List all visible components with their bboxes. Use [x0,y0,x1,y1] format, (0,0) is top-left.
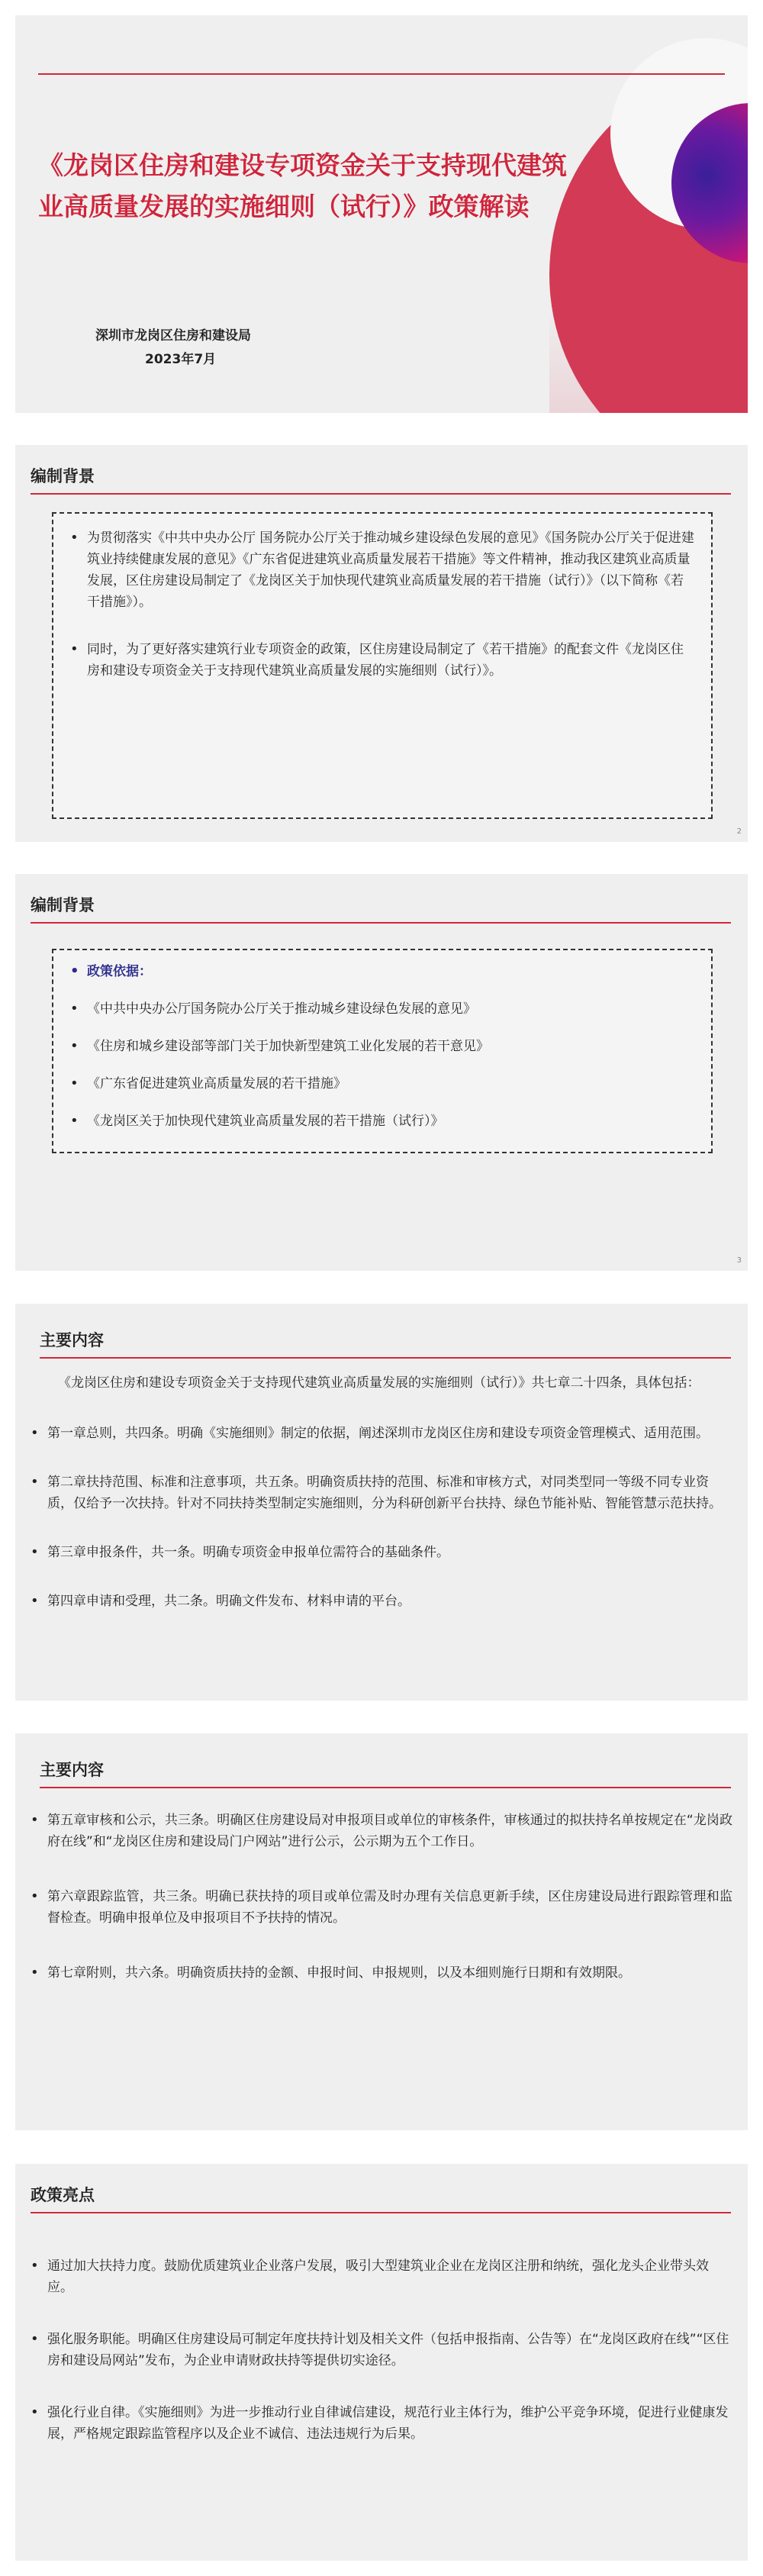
list-item: • 第七章附则，共六条。明确资质扶持的金额、申报时间、申报规则，以及本细则施行日期和有效期限。 [23,1962,732,1984]
list-item: • 强化服务职能。明确区住房建设局可制定年度扶持计划及相关文件（包括申报指南、公告等）在“龙岗区政府在线”“区住房和建设局网站”发布，为企业申请财政扶持等提供切实途径。 [23,2329,732,2371]
intro-paragraph: 《龙岗区住房和建设专项资金关于支持现代建筑业高质量发展的实施细则（试行）》共七章二十四条，具体包括： [58,1375,700,1391]
policy-basis-heading: • 政策依据： [63,962,696,981]
bullet-list [23,1423,732,1639]
title-divider [31,2212,731,2213]
list-item: • 为贯彻落实《中共中央办公厅 国务院办公厅关于推动城乡建设绿色发展的意见》《国务院办公厅关于促进建筑业持续健康发展的意见》《广东省促进建筑业高质量发展若干措施》等文件精神，推动我区建筑业高质量发展，区住房建设局制定了《龙岗区关于加快现代建筑业高质量发展的若干措施（试行）》（以下简称《若干措施》）。 [63,527,696,613]
list-item: • 《广东省促进建筑业高质量发展的若干措施》 [63,1075,696,1093]
cover-organization: 深圳市龙岗区住房和建设局 [95,328,251,343]
title-divider [31,493,731,495]
list-item: • 强化行业自律。《实施细则》为进一步推动行业自律诚信建设，规范行业主体行为，维护公平竞争环境，促进行业健康发展，严格规定跟踪监管程序以及企业不诚信、违法违规行为后果。 [23,2402,732,2445]
list-item: • 第一章总则，共四条。明确《实施细则》制定的依据，阐述深圳市龙岗区住房和建设专项资金管理模式、适用范围。 [23,1423,732,1444]
slide-title: 编制背景 [31,467,95,485]
slide-background-1 [15,445,748,842]
bullet-list [23,2255,732,2475]
page-number: 3 [736,1256,742,1265]
list-item: • 通过加大扶持力度。鼓励优质建筑业企业落户发展，吸引大型建筑业企业在龙岗区注册和纳统，强化龙头企业带头效应。 [23,2255,732,2298]
content-box [52,949,713,1153]
list-item: • 第四章申请和受理，共二条。明确文件发布、材料申请的平台。 [23,1591,732,1612]
list-item: • 第五章审核和公示，共三条。明确区住房建设局对申报项目或单位的审核条件，审核通过的拟扶持名单按规定在“龙岗政府在线”和“龙岗区住房和建设局门户网站”进行公示，公示期为五个工作日。 [23,1810,732,1852]
slide-title: 主要内容 [40,1761,104,1779]
cover-divider [38,73,725,75]
slide-title: 主要内容 [40,1331,104,1349]
list-item: • 第三章申报条件，共一条。明确专项资金申报单位需符合的基础条件。 [23,1542,732,1563]
cover-slide [15,15,748,413]
bullet-list [53,514,711,682]
slide-main-content-2 [15,1733,748,2130]
list-item: • 《住房和城乡建设部等部门关于加快新型建筑工业化发展的若干意见》 [63,1037,696,1056]
slide-title: 编制背景 [31,896,95,914]
decorative-fade [549,305,748,413]
bullet-list [53,950,711,1130]
list-item: • 第二章扶持范围、标准和注意事项，共五条。明确资质扶持的范围、标准和审核方式，对同类型同一等级不同专业资质，仅给予一次扶持。针对不同扶持类型制定实施细则，分为科研创新平台扶持、绿色节能补贴、智能管慧示范扶持。 [23,1472,732,1514]
list-item: • 《龙岗区关于加快现代建筑业高质量发展的若干措施（试行）》 [63,1112,696,1130]
page-number: 2 [736,827,742,836]
content-box [52,512,713,819]
cover-date: 2023年7月 [145,352,217,367]
list-item: • 《中共中央办公厅国务院办公厅关于推动城乡建设绿色发展的意见》 [63,1000,696,1018]
slide-background-2 [15,874,748,1271]
slide-title: 政策亮点 [31,2186,95,2204]
title-divider [31,922,731,924]
list-item: • 第六章跟踪监管，共三条。明确已获扶持的项目或单位需及时办理有关信息更新手续，区住房建设局进行跟踪管理和监督检查。明确申报单位及申报项目不予扶持的情况。 [23,1886,732,1929]
list-item: • 同时，为了更好落实建筑行业专项资金的政策，区住房建设局制定了《若干措施》的配套文件《龙岗区住房和建设专项资金关于支持现代建筑业高质量发展的实施细则（试行）》。 [63,639,696,682]
slide-main-content-1 [15,1304,748,1701]
cover-title: 《龙岗区住房和建设专项资金关于支持现代建筑业高质量发展的实施细则（试行）》政策解读 [38,150,567,221]
title-divider [40,1787,731,1788]
slide-highlights [15,2164,748,2561]
bullet-list [23,1810,732,2017]
title-divider [40,1357,731,1359]
